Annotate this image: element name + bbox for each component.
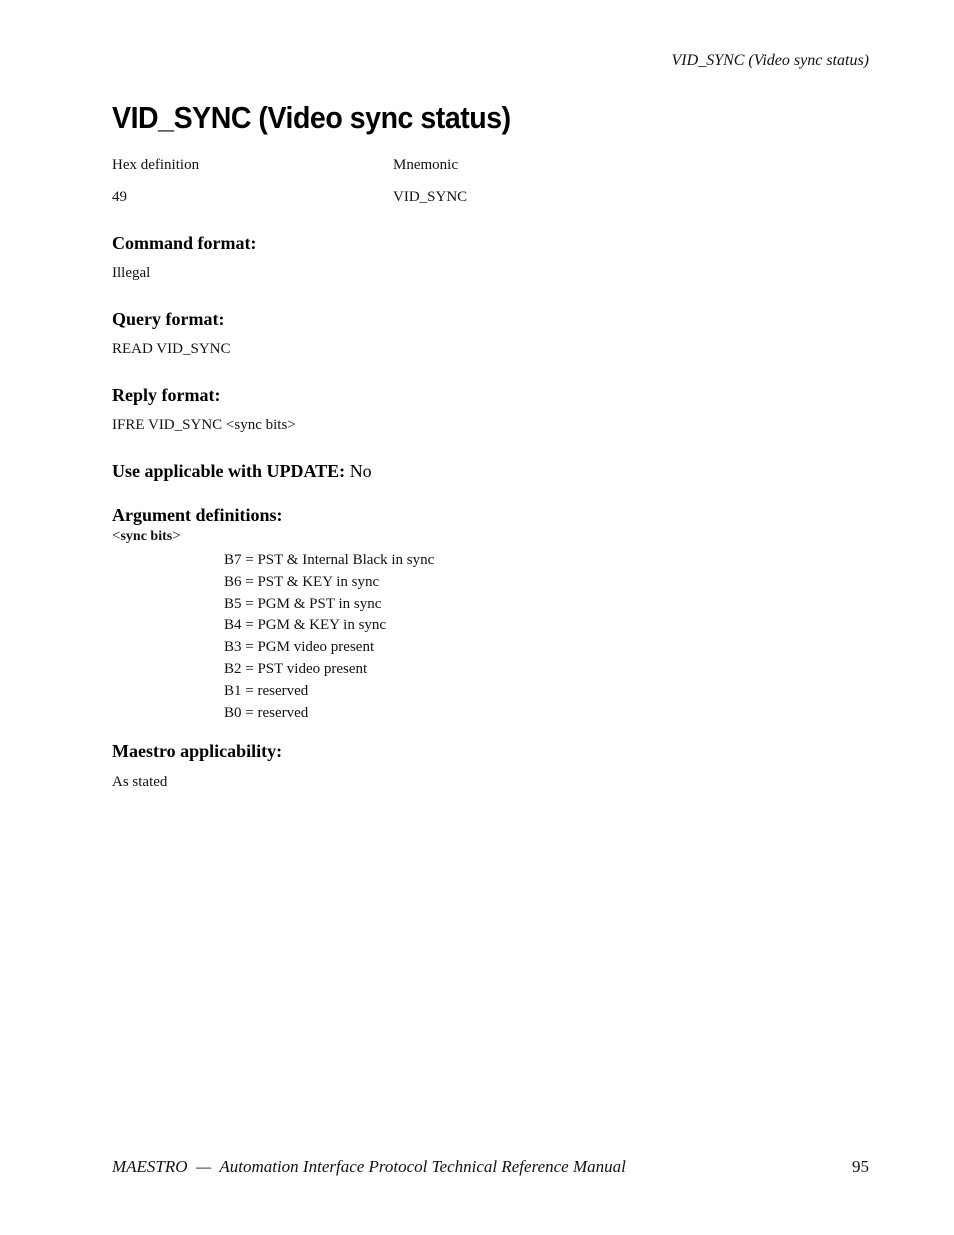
mnemonic-value: VID_SYNC <box>393 189 468 205</box>
mnemonic-label: Mnemonic <box>393 157 458 173</box>
argument-definitions-heading: Argument definitions: <box>112 505 283 525</box>
maestro-applicability-text: As stated <box>112 774 168 790</box>
update-line <box>112 461 372 482</box>
update-value: No <box>349 461 372 481</box>
command-format-text: Illegal <box>112 265 151 281</box>
maestro-applicability-heading: Maestro applicability: <box>112 741 283 761</box>
argument-close-bracket: > <box>172 528 181 544</box>
bit-b4: B4 = PGM & KEY in sync <box>224 617 387 634</box>
footer-page-number: 95 <box>852 1157 869 1176</box>
bit-b3: B3 = PGM video present <box>224 639 375 656</box>
bit-b5: B5 = PGM & PST in sync <box>224 595 382 612</box>
update-heading: Use applicable with UPDATE: <box>112 461 346 481</box>
footer-manual-title: MAESTRO — Automation Interface Protocol Technical Reference Manual <box>112 1157 626 1176</box>
query-format-text: READ VID_SYNC <box>112 341 231 357</box>
command-format-heading: Command format: <box>112 233 257 253</box>
argument-name <box>112 528 181 545</box>
bit-b6: B6 = PST & KEY in sync <box>224 573 380 590</box>
running-header: VID_SYNC (Video sync status) <box>671 52 869 69</box>
reply-format-heading: Reply format: <box>112 385 221 405</box>
bit-b1: B1 = reserved <box>224 682 309 699</box>
bit-b2: B2 = PST video present <box>224 660 368 677</box>
query-format-heading: Query format: <box>112 309 225 329</box>
hex-definition-value: 49 <box>112 189 127 205</box>
sync-bits-list <box>224 550 434 724</box>
reply-format-text: IFRE VID_SYNC <sync bits> <box>112 417 296 433</box>
bit-b7: B7 = PST & Internal Black in sync <box>224 552 435 568</box>
page-title: VID_SYNC (Video sync status) <box>112 100 511 135</box>
bit-b0: B0 = reserved <box>224 704 309 721</box>
hex-definition-label: Hex definition <box>112 157 200 173</box>
argument-open-bracket: < <box>112 528 121 544</box>
argument-name-text: sync bits <box>120 529 173 544</box>
